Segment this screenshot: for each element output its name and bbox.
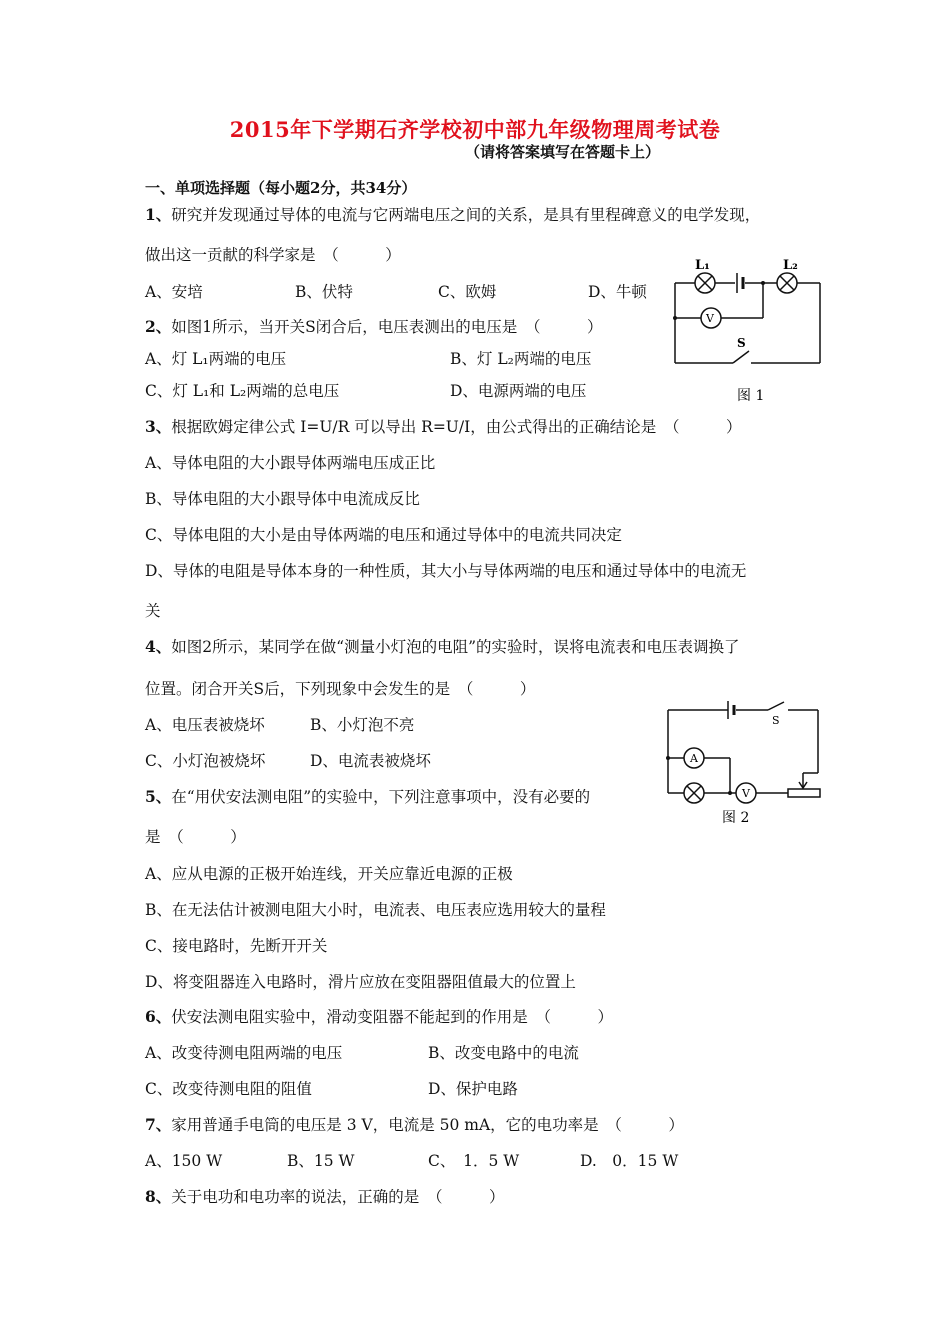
question-4: 4、如图2所示，某同学在做“测量小灯泡的电阻”的实验时，误将电流表和电压表调换了 [145, 637, 740, 656]
question-5-cont: 是 （ ） [145, 828, 246, 846]
q3-option-c: C、导体电阻的大小是由导体两端的电压和通过导体中的电流共同决定 [145, 526, 622, 544]
q4-option-c: C、小灯泡被烧坏 [145, 752, 266, 770]
q2-option-d: D、电源两端的电压 [450, 382, 587, 400]
voltmeter-label: V [706, 312, 714, 325]
switch-label: S [737, 336, 746, 350]
lamp-l1-label: L₁ [695, 258, 710, 273]
question-1-cont: 做出这一贡献的科学家是 （ ） [145, 246, 401, 264]
q1-option-a: A、安培 [145, 283, 203, 301]
question-7: 7、家用普通手电筒的电压是 3 V，电流是 50 mA，它的电功率是 （ ） [145, 1115, 684, 1134]
page-subtitle: （请将答案填写在答题卡上） [465, 143, 661, 161]
switch-label: S [772, 714, 780, 727]
q7-option-b: B、15 W [287, 1152, 355, 1170]
junction-dot [666, 756, 670, 760]
q3-option-d: D、导体的电阻是导体本身的一种性质，其大小与导体两端的电压和通过导体中的电流无 [145, 562, 747, 580]
page-title: 2015年下学期石齐学校初中部九年级物理周考试卷 [229, 117, 721, 142]
junction-dot [673, 316, 677, 320]
ammeter-label: A [690, 752, 698, 765]
q4-option-b: B、小灯泡不亮 [310, 716, 415, 734]
question-8: 8、关于电功和电功率的说法，正确的是 （ ） [145, 1187, 505, 1206]
question-5: 5、在“用伏安法测电阻”的实验中，下列注意事项中，没有必要的 [145, 787, 591, 806]
q6-option-b: B、改变电路中的电流 [428, 1044, 579, 1062]
q7-option-a: A、150 W [145, 1152, 223, 1170]
section-heading: 一、单项选择题（每小题2分，共34分） [145, 179, 417, 197]
question-1: 1、研究并发现通过导体的电流与它两端电压之间的关系，是具有里程碑意义的电学发现， [145, 205, 761, 224]
q3-option-d-cont: 关 [145, 602, 161, 620]
q2-option-b: B、灯 L₂两端的电压 [450, 350, 592, 368]
q2-option-c: C、灯 L₁和 L₂两端的总电压 [145, 382, 340, 400]
voltmeter-label: V [742, 787, 750, 800]
q7-option-c: C、 1．5 W [428, 1152, 520, 1170]
question-4-cont: 位置。闭合开关S后，下列现象中会发生的是 （ ） [145, 680, 536, 698]
q6-option-c: C、改变待测电阻的阻值 [145, 1080, 312, 1098]
q5-option-c: C、接电路时，先断开开关 [145, 937, 328, 955]
q3-option-a: A、导体电阻的大小跟导体两端电压成正比 [145, 454, 436, 472]
junction-dot [761, 281, 765, 285]
q1-option-b: B、伏特 [295, 283, 353, 301]
figure-2-circuit [660, 698, 830, 828]
q6-option-d: D、保护电路 [428, 1080, 518, 1098]
q5-option-b: B、在无法估计被测电阻大小时，电流表、电压表应选用较大的量程 [145, 901, 606, 919]
q7-option-d: D. 0．15 W [580, 1152, 679, 1170]
q6-option-a: A、改变待测电阻两端的电压 [145, 1044, 343, 1062]
q5-option-a: A、应从电源的正极开始连线，开关应靠近电源的正极 [145, 865, 513, 883]
question-6: 6、伏安法测电阻实验中，滑动变阻器不能起到的作用是 （ ） [145, 1007, 614, 1026]
q1-option-c: C、欧姆 [438, 283, 497, 301]
figure-1-circuit [665, 255, 830, 410]
figure-2-label: 图 2 [722, 810, 750, 826]
q4-option-a: A、电压表被烧坏 [145, 716, 265, 734]
question-3: 3、根据欧姆定律公式 I=U/R 可以导出 R=U/I，由公式得出的正确结论是 （ ） [145, 417, 742, 436]
lamp-l2-label: L₂ [783, 258, 798, 273]
q1-option-d: D、牛顿 [588, 283, 647, 301]
q5-option-d: D、将变阻器连入电路时，滑片应放在变阻器阻值最大的位置上 [145, 973, 576, 991]
q4-option-d: D、电流表被烧坏 [310, 752, 431, 770]
q3-option-b: B、导体电阻的大小跟导体中电流成反比 [145, 490, 420, 508]
question-2: 2、如图1所示，当开关S闭合后，电压表测出的电压是 （ ） [145, 317, 603, 336]
q2-option-a: A、灯 L₁两端的电压 [145, 350, 287, 368]
junction-dot [728, 791, 732, 795]
figure-1-label: 图 1 [737, 388, 765, 404]
